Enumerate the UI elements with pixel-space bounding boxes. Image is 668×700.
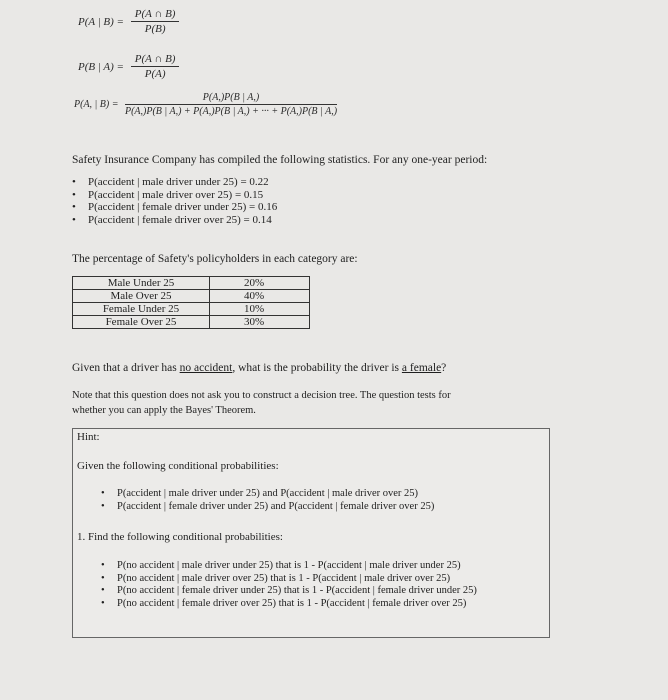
note-line-2: whether you can apply the Bayes' Theorem. <box>72 405 256 416</box>
statistics-list <box>88 176 277 226</box>
formula-conditional-b-given-a <box>78 53 179 80</box>
formula-numerator: P(A ∩ B) <box>131 53 180 67</box>
formula-lhs: P(B | A) = <box>78 60 124 73</box>
category-table <box>72 276 310 329</box>
formula-conditional-a-given-b <box>78 8 179 35</box>
hint-given-list <box>117 488 434 513</box>
hint-step-1: 1. Find the following conditional probabilities: <box>77 531 283 543</box>
list-item: • P(accident | female driver under 25) and P(accident | female driver over 25) <box>117 501 434 514</box>
list-item: • P(accident | female driver over 25) = 0.14 <box>88 214 277 227</box>
table-row <box>73 303 310 316</box>
list-item: • P(no accident | female driver under 25) that is 1 - P(accident | female driver under 25) <box>117 585 477 598</box>
formula-denominator: P(A) <box>144 68 166 80</box>
question-text <box>72 361 446 375</box>
percentage-intro: The percentage of Safety's policyholders in each category are: <box>72 253 358 265</box>
formula-lhs: P(A | B) = <box>78 15 124 28</box>
list-item: • P(no accident | female driver over 25) that is 1 - P(accident | female driver over 25) <box>117 598 477 611</box>
formula-fraction <box>131 8 180 35</box>
table-cell-category: Male Over 25 <box>73 290 210 303</box>
table-cell-category: Male Under 25 <box>73 277 210 290</box>
list-item: • P(accident | male driver under 25) = 0.22 <box>88 176 277 189</box>
table-cell-percentage: 10% <box>210 303 310 316</box>
note-line-1: Note that this question does not ask you to construct a decision tree. The question tests for <box>72 390 451 401</box>
hint-label: Hint: <box>77 431 100 443</box>
table-cell-category: Female Over 25 <box>73 316 210 329</box>
list-item: • P(accident | female driver under 25) = 0.16 <box>88 201 277 214</box>
question-pre: Given that a driver has <box>72 362 180 374</box>
formula-denominator: P(A,)P(B | A,) + P(A,)P(B | A,) + ··· + P(A,)P(B | A,) <box>124 106 338 117</box>
formula-denominator: P(B) <box>144 23 166 35</box>
formula-fraction <box>131 53 180 80</box>
table-cell-category: Female Under 25 <box>73 303 210 316</box>
table-cell-percentage: 30% <box>210 316 310 329</box>
formula-fraction <box>125 92 337 117</box>
intro-text: Safety Insurance Company has compiled the following statistics. For any one-year period: <box>72 154 488 166</box>
hint-step-1-list <box>117 560 477 610</box>
table-row <box>73 277 310 290</box>
formula-lhs: P(A, | B) = <box>74 99 119 110</box>
question-post: ? <box>441 362 447 374</box>
hint-given-text: Given the following conditional probabilities: <box>77 460 279 472</box>
table-cell-percentage: 40% <box>210 290 310 303</box>
table-row <box>73 316 310 329</box>
formula-numerator: P(A ∩ B) <box>131 8 180 22</box>
list-item: • P(no accident | male driver under 25) that is 1 - P(accident | male driver under 25) <box>117 560 477 573</box>
table-cell-percentage: 20% <box>210 277 310 290</box>
question-mid: , what is the probability the driver is <box>232 362 402 374</box>
hint-box <box>72 428 550 638</box>
formula-bayes-theorem <box>74 92 337 117</box>
table-row <box>73 290 310 303</box>
list-item: • P(accident | male driver under 25) and P(accident | male driver over 25) <box>117 488 434 501</box>
list-item: • P(no accident | male driver over 25) that is 1 - P(accident | male driver over 25) <box>117 573 477 586</box>
list-item: • P(accident | male driver over 25) = 0.15 <box>88 189 277 202</box>
formula-numerator: P(A,)P(B | A,) <box>125 92 337 105</box>
question-underlined-female: a female <box>401 362 442 374</box>
question-underlined-no-accident: no accident <box>179 362 233 374</box>
